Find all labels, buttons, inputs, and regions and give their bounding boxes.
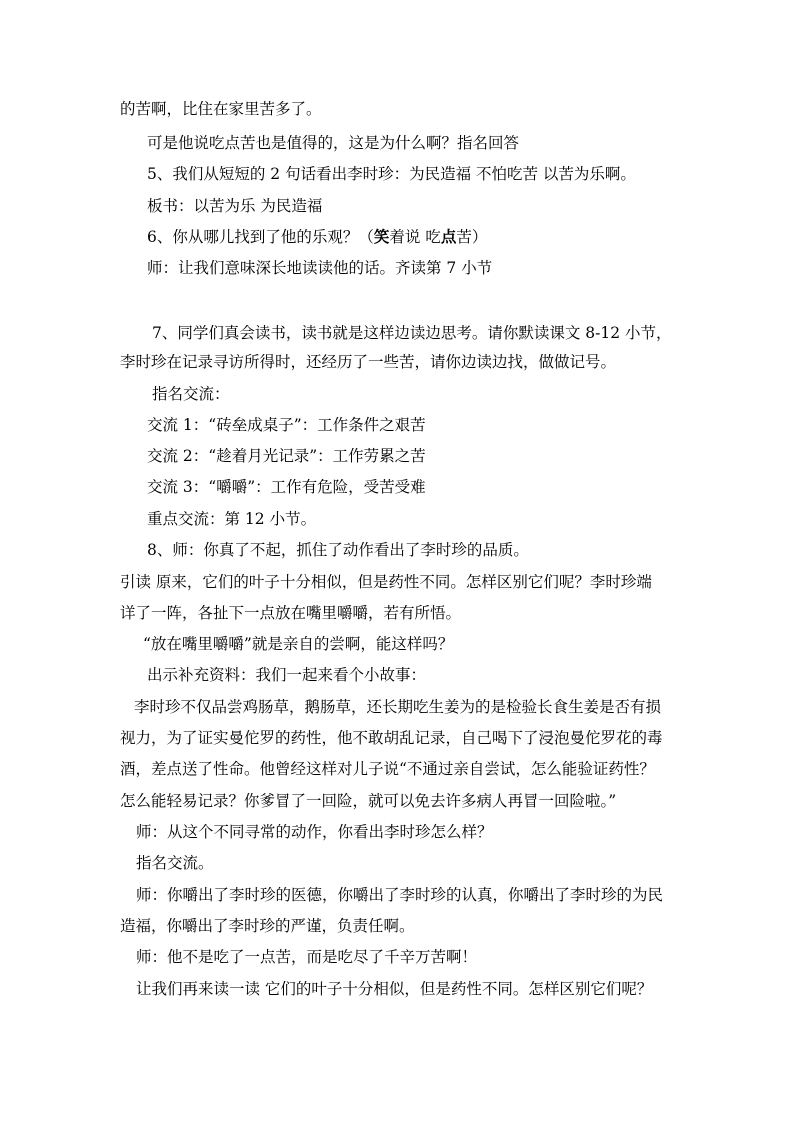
text-line: 师：让我们意味深长地读读他的话。齐读第 7 小节: [147, 259, 493, 277]
text-line: 的苦啊，比住在家里苦多了。: [120, 100, 322, 118]
text-line: 李时珍在记录寻访所得时，还经历了一些苦，请你边读边找，做做记号。: [120, 353, 617, 371]
text-line: 视力，为了证实曼佗罗的药性，他不敢胡乱记录，自己喝下了浸泡曼佗罗花的毒: [120, 729, 663, 747]
text-line: 5、我们从短短的 2 句话看出李时珍：为民造福 不怕吃苦 以苦为乐啊。: [147, 165, 636, 183]
text-line: 酒，差点送了性命。他曾经这样对儿子说“不通过亲自尝试，怎么能验证药性？: [120, 760, 655, 778]
text-line: [147, 227, 487, 247]
text-line: 8、师：你真了不起，抓住了动作看出了李时珍的品质。: [147, 541, 529, 559]
text-run: 苦）: [456, 228, 488, 246]
text-line: 交流 1：“砖垒成桌子”：工作条件之艰苦: [147, 416, 426, 434]
text-run: 6、你从哪儿找到了他的乐观？（: [147, 228, 374, 246]
text-line: 师：你嚼出了李时珍的医德，你嚼出了李时珍的认真，你嚼出了李时珍的为民: [136, 886, 664, 904]
text-line: 指名交流。: [136, 854, 214, 872]
text-line: 交流 3：“嚼嚼”：工作有危险，受苦受难: [147, 478, 426, 496]
text-line: 7、同学们真会读书，读书就是这样边读边思考。请你默读课文 8-12 小节，: [152, 324, 672, 342]
text-line: 详了一阵，各扯下一点放在嘴里嚼嚼，若有所悟。: [120, 604, 462, 622]
text-line: 指名交流：: [152, 385, 230, 403]
text-line: 李时珍不仅品尝鸡肠草，鹅肠草，还长期吃生姜为的是检验长食生姜是否有损: [134, 698, 662, 716]
text-line: 重点交流：第 12 小节。: [147, 510, 317, 528]
bold-text-run: 点: [440, 227, 457, 246]
text-line: 交流 2：“趁着月光记录”：工作劳累之苦: [147, 447, 426, 465]
bold-text-run: 笑: [373, 227, 390, 246]
text-line: 引读 原来，它们的叶子十分相似，但是药性不同。怎样区别它们呢？李时珍端: [120, 573, 652, 591]
text-line: 怎么能轻易记录？你爹冒了一回险，就可以免去许多病人再冒一回险啦。”: [120, 792, 617, 810]
text-line: 造福，你嚼出了李时珍的严谨，负责任啊。: [120, 917, 415, 935]
text-run: 着说 吃: [389, 228, 441, 246]
text-line: 让我们再来读一读 它们的叶子十分相似，但是药性不同。怎样区别它们呢？: [136, 980, 653, 998]
text-line: 板书：以苦为乐 为民造福: [147, 197, 323, 215]
text-line: 师：从这个不同寻常的动作，你看出李时珍怎么样？: [136, 823, 493, 841]
text-line: 师：他不是吃了一点苦，而是吃尽了千辛万苦啊！: [136, 948, 478, 966]
text-line: 可是他说吃点苦也是值得的，这是为什么啊？指名回答: [147, 134, 520, 152]
text-line: 出示补充资料：我们一起来看个小故事：: [147, 666, 427, 684]
text-line: “放在嘴里嚼嚼”就是亲自的尝啊，能这样吗？: [143, 635, 454, 653]
